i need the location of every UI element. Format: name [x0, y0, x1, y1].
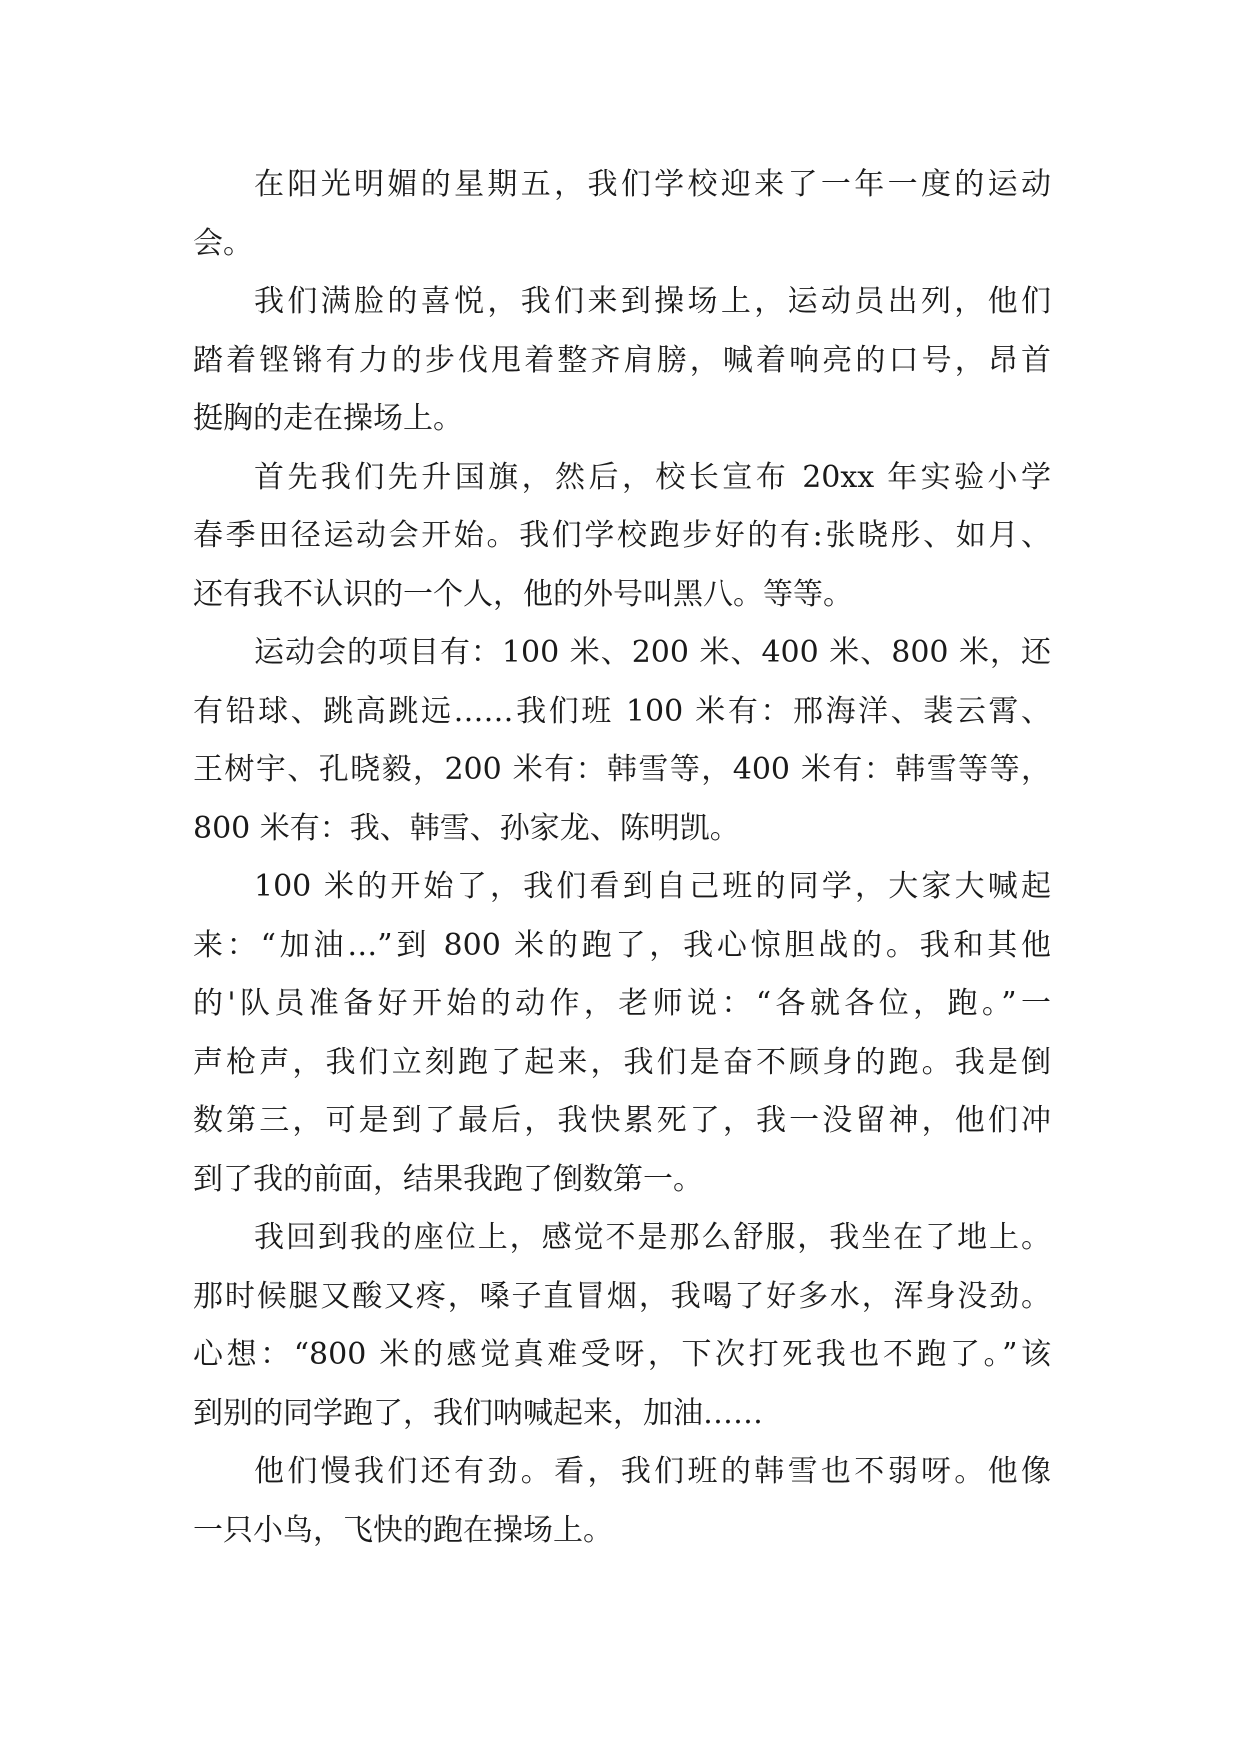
- paragraph-1: [193, 156, 1051, 273]
- document-body: [193, 156, 1051, 1560]
- text-line: 王树宇、孔晓毅，200 米有：韩雪等，400 米有：韩雪等等，: [193, 752, 1051, 787]
- text-line: 我们满脸的喜悦，我们来到操场上，运动员出列，他们: [254, 284, 1051, 319]
- text-line: 一只小鸟，飞快的跑在操场上。: [193, 1512, 613, 1548]
- text-line: 在阳光明媚的星期五，我们学校迎来了一年一度的运动: [254, 167, 1051, 202]
- paragraph-4: [193, 624, 1051, 858]
- text-line: 心想：“800 米的感觉真难受呀，下次打死我也不跑了。”该: [193, 1337, 1051, 1372]
- text-line: 踏着铿锵有力的步伐甩着整齐肩膀，喊着响亮的口号，昂首: [193, 342, 1051, 378]
- text-line: 800 米有：我、韩雪、孙家龙、陈明凯。: [193, 810, 740, 846]
- text-line: 我回到我的座位上，感觉不是那么舒服，我坐在了地上。: [254, 1220, 1051, 1255]
- text-line: 那时候腿又酸又疼，嗓子直冒烟，我喝了好多水，浑身没劲。: [193, 1278, 1051, 1314]
- text-line: 100 米的开始了，我们看到自己班的同学，大家大喊起: [254, 869, 1051, 904]
- text-line: 首先我们先升国旗，然后，校长宣布 20xx 年实验小学: [254, 459, 1051, 495]
- text-line: 到别的同学跑了，我们呐喊起来，加油……: [193, 1395, 763, 1431]
- paragraph-2: [193, 273, 1051, 449]
- text-line: 有铅球、跳高跳远……我们班 100 米有：邢海洋、裴云霄、: [193, 693, 1051, 729]
- text-line: 运动会的项目有：100 米、200 米、400 米、800 米，还: [254, 635, 1051, 670]
- text-line: 春季田径运动会开始。我们学校跑步好的有:张晓彤、如月、: [193, 518, 1051, 553]
- text-line: 到了我的前面，结果我跑了倒数第一。: [193, 1161, 703, 1197]
- text-line: 来：“加油…”到 800 米的跑了，我心惊胆战的。我和其他: [193, 927, 1051, 963]
- paragraph-6: [193, 1209, 1051, 1443]
- text-line: 会。: [193, 225, 253, 261]
- text-line: 声枪声，我们立刻跑了起来，我们是奋不顾身的跑。我是倒: [193, 1044, 1051, 1080]
- text-line: 数第三，可是到了最后，我快累死了，我一没留神，他们冲: [193, 1103, 1051, 1138]
- text-line: 他们慢我们还有劲。看，我们班的韩雪也不弱呀。他像: [254, 1454, 1051, 1489]
- paragraph-7: [193, 1443, 1051, 1560]
- text-line: 挺胸的走在操场上。: [193, 401, 463, 436]
- paragraph-5: [193, 858, 1051, 1209]
- paragraph-3: [193, 449, 1051, 625]
- text-line: 还有我不认识的一个人，他的外号叫黑八。等等。: [193, 576, 853, 612]
- text-line: 的'队员准备好开始的动作，老师说：“各就各位，跑。”一: [193, 986, 1051, 1021]
